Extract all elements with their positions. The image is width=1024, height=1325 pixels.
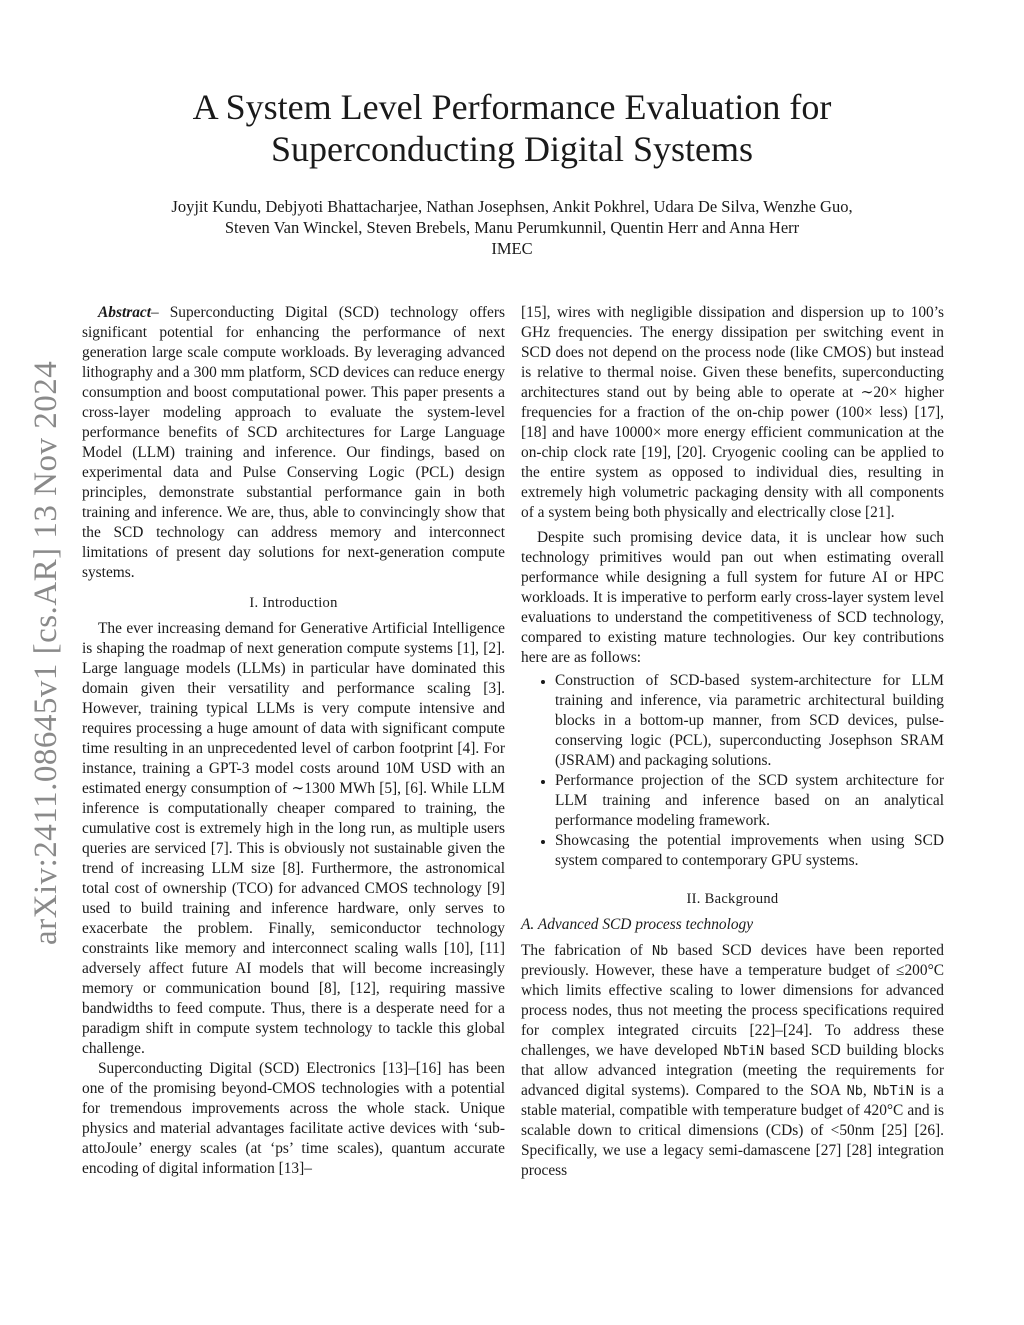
authors-line-2: Steven Van Winckel, Steven Brebels, Manu Perumkunnil, Quentin Herr and Anna Herr [224,218,800,237]
abstract [82,303,505,583]
right-column [521,303,944,1181]
title-line-2: Superconducting Digital Systems [271,129,753,169]
section-heading-introduction: I. Introduction [249,595,338,611]
intro-paragraph-1: The ever increasing demand for Generative Artificial Intelligence is shaping the roadmap of next generation compute systems [1], [2]. Large language models (LLMs) in particular have dominated this domain given their versatility and performance scaling [3]. However, training typical LLMs is very compute intensive and requires processing a huge amount of data with significant compute time resulting in an unprecedented level of carbon footprint [4]. For instance, training a GPT-3 model costs around 10M USD with an estimated energy consumption of ∼1300 MWh [5], [6]. While LLM inference is computationally cheaper compared to training, the cumulative cost is extremely high in the long run, as multiple users queries are serviced [7]. This is obviously not sustainable given the trend of increasing LLM size [8]. Furthermore, the astronomical total cost of ownership (TCO) for advanced CMOS technology [9] used to build training and inference hardware, only serves to exacerbate the problem. Finally, semiconductor technology constraints like memory and interconnect scaling walls [10], [11] adversely affect future AI models that will become increasingly memory or communication bound [8], [12], requiring massive bandwidths to feed compute. Thus, there is a desperate need for a paradigm shift in compute system technology to tackle this global challenge. [82,620,505,1057]
intro-paragraph-2-continued: [15], wires with negligible dissipation and dispersion up to 100’s GHz frequencies. The energy dissipation per switching event in SCD does not depend on the process node (like CMOS) but instead is relative to thermal noise. Given these benefits, superconducting architectures stand out by being able to operate at ∼20× higher frequencies for a fraction of the on-chip power (100× less) [17], [18] and have 10000× more energy efficient communication at the on-chip clock rate [19], [20]. Cryogenic cooling can be applied to the entire system as opposed to individual dies, resulting in extremely high volumetric packaging density with all components of a system being both physically and electrically close [21]. [521,304,944,521]
intro-paragraph-2: Superconducting Digital (SCD) Electronics [13]–[16] has been one of the promising beyond-CMOS technologies with a potential for tremendous improvements across the whole stack. Unique physics and material advantages facilitate active devices with ‘sub-attoJoule’ energy scales (at ‘ps’ time scales), quantum accurate encoding of digital information [13]– [82,1060,505,1177]
authors-line-1: Joyjit Kundu, Debjyoti Bhattacharjee, Nathan Josephsen, Ankit Pokhrel, Udara De Silva, Wenzhe Guo, [171,197,853,216]
background-paragraph-1 [521,941,944,1181]
contribution-item: • Performance projection of the SCD system architecture for LLM training and inference based on an analytical performance modeling framework. [555,771,944,831]
text-run: The fabrication of [521,942,653,959]
material-nb: Nb [652,943,669,959]
contribution-item: • Showcasing the potential improvements when using SCD system compared to contemporary GPU systems. [555,831,944,871]
title-line-1: A System Level Performance Evaluation for [192,87,832,127]
author-block [0,196,1024,259]
text-run: , [862,1082,874,1099]
intro-paragraph-3: Despite such promising device data, it is unclear how such technology primitives would pan out when estimating overall performance while designing a full system for future AI or HPC workloads. It is imperative to perform early cross-layer system level evaluations to understand the competitiveness of SCD technology, compared to existing mature technologies. Our key contributions here are as follows: [521,529,944,666]
section-heading-background: II. Background [686,891,779,907]
left-column [82,303,505,1179]
abstract-text: – Superconducting Digital (SCD) technology offers significant potential for enhancing the performance of next generation large scale compute workloads. By leveraging advanced lithography and a 300 mm platform, SCD devices can reduce energy consumption and boost computational power. This paper presents a cross-layer modeling approach to evaluate the system-level performance benefits of SCD architectures for Large Language Model (LLM) training and inference. Our findings, based on experimental data and Pulse Conserving Logic (PCL) design principles, demonstrate substantial performance gain in both training and inference. We are, thus, able to convincingly show that the SCD technology can address memory and interconnect limitations of present day solutions for next-generation compute systems. [82,304,505,581]
affiliation: IMEC [491,239,533,258]
paper-title [0,86,1024,170]
material-nbtin: NbTiN [723,1043,765,1059]
arxiv-identifier: arXiv:2411.08645v1 [cs.AR] 13 Nov 2024 [28,360,64,945]
material-nb: Nb [846,1083,863,1099]
contribution-item: • Construction of SCD-based system-architecture for LLM training and inference, via parametric architectural building blocks in a bottom-up manner, from SCD devices, pulse-conserving logic (PCL), superconducting Josephson SRAM (JSRAM) and packaging solutions. [555,671,944,771]
abstract-label: Abstract [98,304,152,321]
text-run: based SCD building blocks that allow advanced integration (meeting the requirements for advanced digital systems). Compared to the SOA [521,1042,944,1099]
material-nbtin: NbTiN [873,1083,914,1099]
contributions-list [521,671,944,871]
text-run: based SCD devices have been reported previously. However, these have a temperature budget of ≤200°C which limits effective scaling to lower dimensions for advanced process nodes, thus not meeting the process specifications required for complex integrated circuits [22]–[24]. To address these challenges, we have developed [521,942,944,1059]
subsection-heading-process: A. Advanced SCD process technology [521,916,754,933]
text-run: is a stable material, compatible with temperature budget of 420°C and is scalable down to critical dimensions (CDs) of <50nm [25] [26]. Specifically, we use a legacy semi-damascene [27] [28] integration process [521,1082,945,1179]
